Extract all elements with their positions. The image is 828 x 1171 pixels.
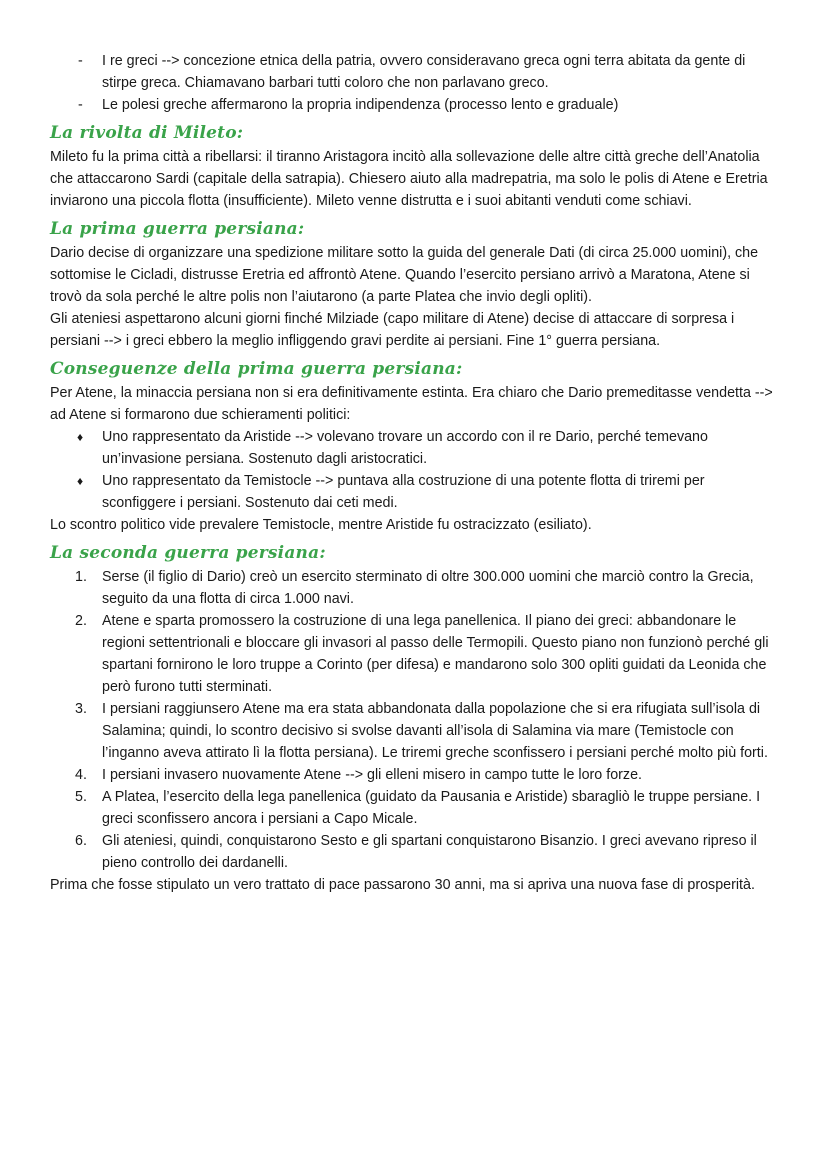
paragraph-conclusione: Prima che fosse stipulato un vero trattato di pace passarono 30 anni, ma si apriva una nuova fase di prosperità. (50, 877, 755, 893)
list-number: 1. (75, 569, 87, 585)
list-item-text: Uno rappresentato da Temistocle --> puntava alla costruzione di una potente flotta di triremi per sconfiggere i persiani. Sostenuto dai ceti medi. (102, 473, 705, 511)
heading-conseguenze: Conseguenze della prima guerra persiana: (50, 359, 463, 379)
paragraph-prima-1: Dario decise di organizzare una spedizione militare sotto la guida del generale Dati (di circa 25.000 uomini), che sottomise le Cicladi, distrusse Eretria ed affrontò Atene. Quando l’esercito persiano arrivò a Maratona, Atene si trovò da sola perché le altre polis non l’aiutarono (a parte Platea che invio degli opliti). (50, 245, 759, 305)
seconda-guerra-list (50, 566, 782, 874)
list-item-text: I persiani invasero nuovamente Atene --> gli elleni misero in campo tutte le loro forze. (102, 767, 642, 783)
list-item-text: Serse (il figlio di Dario) creò un esercito sterminato di oltre 300.000 uomini che marciò contro la Grecia, seguito da una flotta di circa 1.000 navi. (102, 569, 754, 607)
list-item-text: I re greci --> concezione etnica della patria, ovvero consideravano greca ogni terra abitata da gente di stirpe greca. Chiamavano barbari tutti coloro che non parlavano greco. (102, 53, 746, 91)
list-item (50, 470, 782, 514)
list-item (50, 830, 782, 874)
list-item (50, 566, 782, 610)
list-item (50, 610, 782, 698)
diamond-bullet-icon: ♦ (77, 474, 84, 488)
list-item-text: A Platea, l’esercito della lega panellenica (guidato da Pausania e Aristide) sbaragliò le truppe persiane. I greci sconfissero ancora i persiani a Capo Micale. (102, 789, 761, 827)
list-item (50, 426, 782, 470)
list-item-text: Le polesi greche affermarono la propria indipendenza (processo lento e graduale) (102, 97, 619, 113)
list-item-text: Uno rappresentato da Aristide --> volevano trovare un accordo con il re Dario, perché temevano un’invasione persiana. Sostenuto dagli aristocratici. (102, 429, 708, 467)
list-item (50, 764, 782, 786)
list-number: 2. (75, 613, 87, 629)
paragraph-conseguenze-1: Per Atene, la minaccia persiana non si era definitivamente estinta. Era chiaro che Dario premeditasse vendetta --> ad Atene si formarono due schieramenti politici: (50, 385, 773, 423)
intro-list (50, 50, 782, 116)
list-item (50, 698, 782, 764)
heading-prima-guerra: La prima guerra persiana: (50, 219, 305, 239)
list-item (50, 786, 782, 830)
list-item-text: Atene e sparta promossero la costruzione di una lega panellenica. Il piano dei greci: abbandonare le regioni settentrionali e bloccare gli invasori al passo delle Termopili. Questo piano non funzionò perché gli spartani fornirono le loro truppe a Corinto (per difesa) e mandarono solo 300 opliti guidati da Leonida che però furono tutti sterminati. (102, 613, 769, 695)
heading-seconda-guerra: La seconda guerra persiana: (50, 543, 326, 563)
dash-marker: - (78, 97, 83, 113)
heading-rivolta-mileto: La rivolta di Mileto: (50, 123, 244, 143)
paragraph-prima-2: Gli ateniesi aspettarono alcuni giorni finché Milziade (capo militare di Atene) decise di attaccare di sorpresa i persiani --> i greci ebbero la meglio infliggendo gravi perdite ai persiani. Fine 1° guerra persiana. (50, 311, 735, 349)
list-number: 4. (75, 767, 87, 783)
paragraph-mileto: Mileto fu la prima città a ribellarsi: il tiranno Aristagora incitò alla sollevazione delle altre città greche dell’Anatolia che attaccarono Sardi (capitale della satrapia). Chiesero aiuto alla madrepatria, ma solo le polis di Atene e Eretria inviarono una piccola flotta (insufficiente). Mileto venne distrutta e i suoi abitanti venduti come schiavi. (50, 149, 768, 209)
list-number: 3. (75, 701, 87, 717)
paragraph-conseguenze-2: Lo scontro politico vide prevalere Temistocle, mentre Aristide fu ostracizzato (esiliato). (50, 517, 592, 533)
list-item-text: Gli ateniesi, quindi, conquistarono Sesto e gli spartani conquistarono Bisanzio. I greci avevano ripreso il pieno controllo dei dardanelli. (102, 833, 757, 871)
diamond-bullet-icon: ♦ (77, 430, 84, 444)
list-number: 6. (75, 833, 87, 849)
list-item (50, 94, 782, 116)
list-number: 5. (75, 789, 87, 805)
list-item (50, 50, 782, 94)
dash-marker: - (78, 53, 83, 69)
list-item-text: I persiani raggiunsero Atene ma era stata abbandonata dalla popolazione che si era rifugiata sull’isola di Salamina; quindi, lo scontro decisivo si svolse davanti all’isola di Salamina via mare (Temistocle con l’inganno aveva attirato lì la flotta persiana). Le triremi greche sconfissero i persiani perché molto più forti. (102, 701, 768, 761)
schieramenti-list (50, 426, 782, 514)
document-page (50, 50, 782, 896)
